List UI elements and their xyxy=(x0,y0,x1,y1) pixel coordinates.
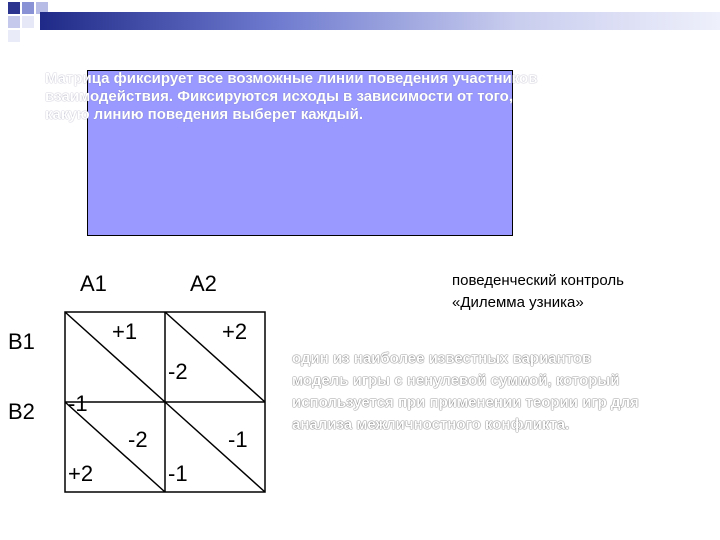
heading-line-1: поведенческий контроль xyxy=(452,272,624,289)
dilemma-explanation: один из наиболее известных вариантов модель игры с ненулевой суммой, который используется при применении теории игр для анализа межличностного конфликта. xyxy=(292,350,639,433)
row-label-b1: B1 xyxy=(8,329,35,354)
payoff-b2-a1-bottom: +2 xyxy=(68,461,94,486)
payoff-a1b2-upper: -1 xyxy=(68,391,88,416)
payoff-b2-a2-bottom: -1 xyxy=(168,461,188,486)
payoff-a2b2-upper: -1 xyxy=(228,427,248,452)
heading-line-2: «Дилемма узника» xyxy=(452,294,584,311)
payoff-a2b1-upper: +2 xyxy=(222,319,248,344)
col-label-a1: A1 xyxy=(80,271,107,296)
matrix-description: Матрица фиксирует все возможные линии поведения участников взаимодействия. Фиксируются исходы в зависимости от того, какую линию поведения выберет каждый. xyxy=(45,70,538,123)
row-label-b2: B2 xyxy=(8,399,35,424)
col-label-a2: A2 xyxy=(190,271,217,296)
payoff-a1b2-lower: -2 xyxy=(128,427,148,452)
cell-diagonal xyxy=(165,312,265,402)
payoff-a1b1-upper: +1 xyxy=(112,319,138,344)
payoff-a1b1-lower: -2 xyxy=(168,359,188,384)
